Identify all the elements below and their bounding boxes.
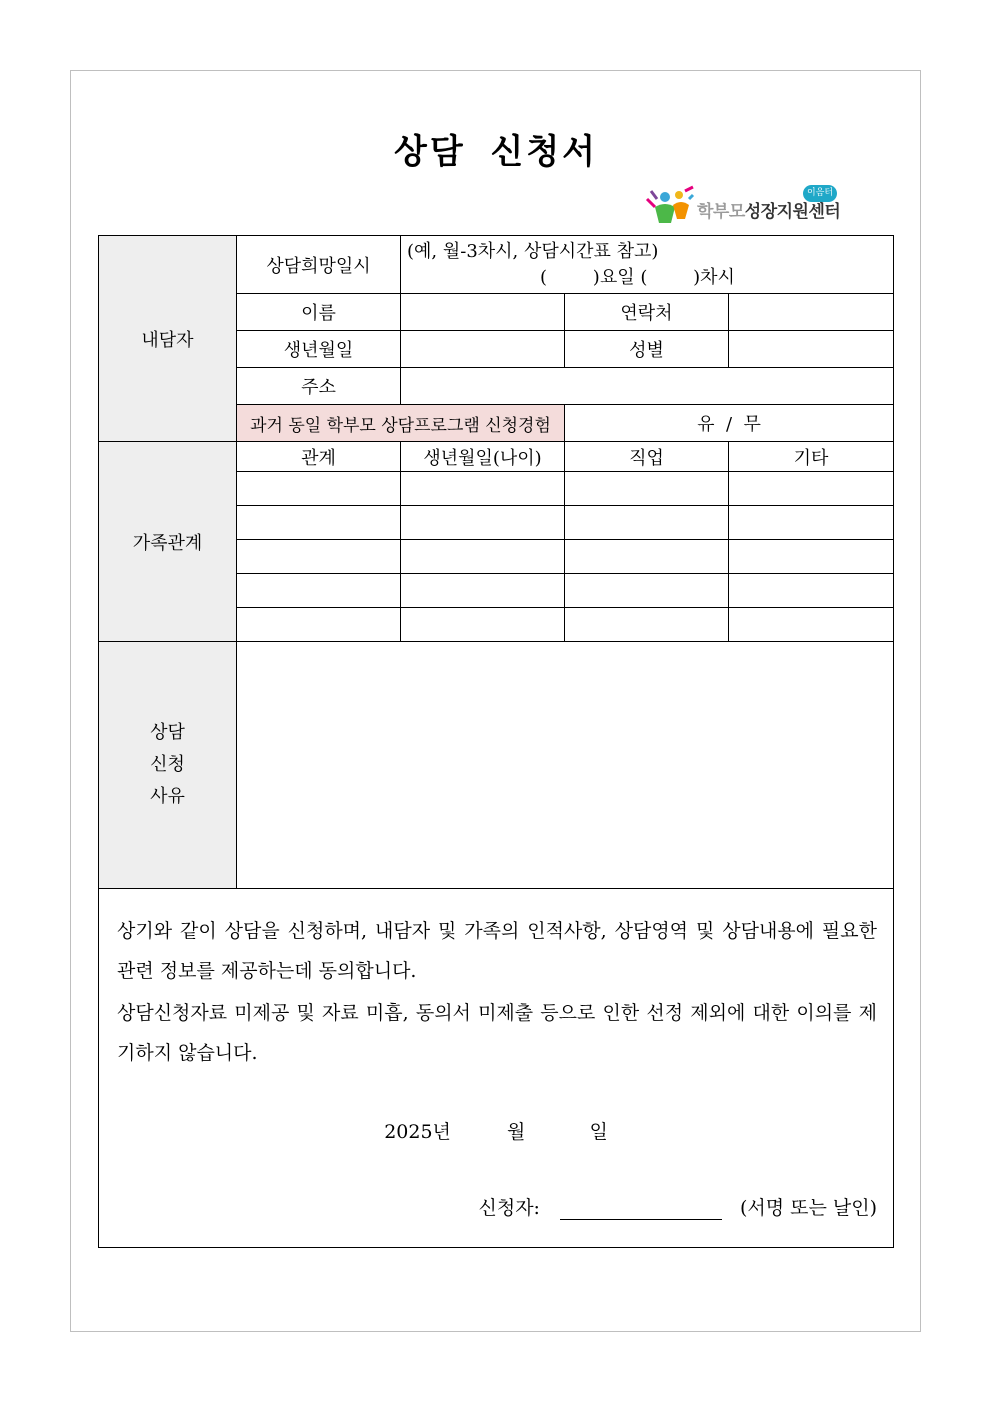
- signature-line: [479, 1193, 878, 1220]
- logo-text-part1: 학부모: [697, 202, 745, 222]
- family-cell[interactable]: [401, 472, 565, 506]
- birth-field[interactable]: [401, 331, 565, 368]
- family-cell[interactable]: [565, 608, 729, 642]
- family-cell[interactable]: [401, 608, 565, 642]
- past-experience-options[interactable]: 유 / 무: [565, 405, 894, 442]
- name-field[interactable]: [401, 294, 565, 331]
- preferred-time-label: 상담희망일시: [237, 236, 401, 294]
- people-logo-icon: [645, 185, 695, 227]
- family-cell[interactable]: [237, 608, 401, 642]
- logo-text: [697, 197, 840, 222]
- reason-label-line2: 신청: [150, 754, 185, 775]
- family-cell[interactable]: [565, 540, 729, 574]
- date-day[interactable]: 일: [589, 1121, 608, 1143]
- family-cell[interactable]: [401, 574, 565, 608]
- reason-label-line3: 사유: [150, 786, 185, 807]
- family-cell[interactable]: [237, 540, 401, 574]
- family-cell[interactable]: [237, 506, 401, 540]
- family-cell[interactable]: [729, 574, 894, 608]
- preferred-time-hint: (예, 월-3차시, 상담시간표 참고): [407, 240, 659, 262]
- gender-field[interactable]: [729, 331, 894, 368]
- logo-text-part2: 성장지원센터: [744, 202, 841, 222]
- family-col-birth: 생년월일(나이): [401, 442, 565, 472]
- applicant-label: 신청자:: [478, 1197, 540, 1219]
- gender-label: 성별: [565, 331, 729, 368]
- reason-field[interactable]: [237, 642, 894, 889]
- client-section-label: 내담자: [99, 236, 237, 442]
- family-cell[interactable]: [729, 608, 894, 642]
- family-col-job: 직업: [565, 442, 729, 472]
- family-cell[interactable]: [729, 540, 894, 574]
- preferred-time-blank: ( )요일 ( )차시: [540, 266, 735, 288]
- logo-badge: 이음터: [803, 185, 837, 202]
- family-cell[interactable]: [237, 574, 401, 608]
- family-section-label: 가족관계: [99, 442, 237, 642]
- reason-section-label: [99, 642, 237, 889]
- family-cell[interactable]: [237, 472, 401, 506]
- application-form-table: [98, 235, 894, 1248]
- agreement-paragraph-2: 상담신청자료 미제공 및 자료 미흡, 동의서 미제출 등으로 인한 선정 제외에 대한 이의를 제기하지 않습니다.: [117, 1002, 877, 1064]
- birth-label: 생년월일: [237, 331, 401, 368]
- family-cell[interactable]: [565, 506, 729, 540]
- contact-label: 연락처: [565, 294, 729, 331]
- family-col-relation: 관계: [237, 442, 401, 472]
- agreement-paragraph-1: 상기와 같이 상담을 신청하며, 내담자 및 가족의 인적사항, 상담영역 및 상담내용에 필요한 관련 정보를 제공하는데 동의합니다.: [117, 920, 877, 982]
- reason-label-line1: 상담: [150, 722, 185, 743]
- family-col-etc: 기타: [729, 442, 894, 472]
- past-experience-label: 과거 동일 학부모 상담프로그램 신청경험: [237, 405, 565, 442]
- center-logo: [645, 185, 860, 227]
- page-title: 상담 신청서: [393, 132, 599, 172]
- signature-note: (서명 또는 날인): [739, 1197, 877, 1219]
- date-line: [99, 1117, 893, 1144]
- date-year: 2025년: [384, 1121, 451, 1143]
- preferred-time-field[interactable]: [401, 236, 894, 294]
- address-field[interactable]: [401, 368, 894, 405]
- name-label: 이름: [237, 294, 401, 331]
- date-month[interactable]: 월: [507, 1121, 526, 1143]
- signature-blank[interactable]: [560, 1197, 722, 1220]
- contact-field[interactable]: [729, 294, 894, 331]
- address-label: 주소: [237, 368, 401, 405]
- family-cell[interactable]: [729, 506, 894, 540]
- agreement-section: [99, 889, 894, 1248]
- family-cell[interactable]: [565, 574, 729, 608]
- family-cell[interactable]: [729, 472, 894, 506]
- family-cell[interactable]: [565, 472, 729, 506]
- family-cell[interactable]: [401, 506, 565, 540]
- family-cell[interactable]: [401, 540, 565, 574]
